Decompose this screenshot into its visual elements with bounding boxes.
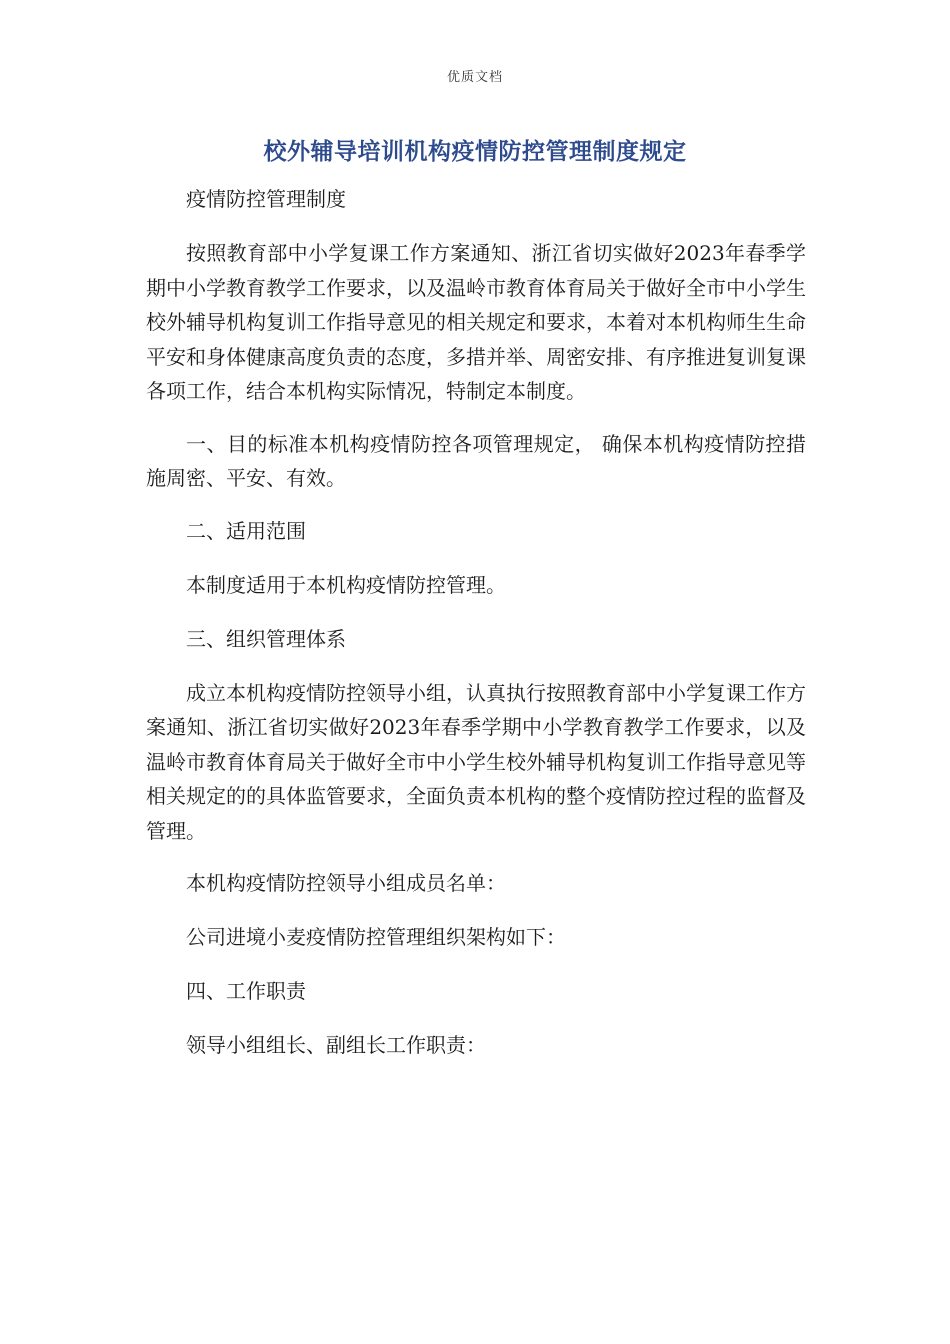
- paragraph-intro: 按照教育部中小学复课工作方案通知、浙江省切实做好2023年春季学期中小学教育教学工作要求，以及温岭市教育体育局关于做好全市中小学生校外辅导机构复训工作指导意见的相关规定和要求，本着对本机构师生生命平安和身体健康高度负责的态度，多措并举、周密安排、有序推进复训复课各项工作，结合本机构实际情况，特制定本制度。: [146, 241, 806, 403]
- paragraph-purpose: 一、目的标准本机构疫情防控各项管理规定， 确保本机构疫情防控措施周密、平安、有效。: [146, 431, 806, 490]
- document-body: [146, 182, 806, 1082]
- document-title: 校外辅导培训机构疫情防控管理制度规定: [263, 139, 687, 165]
- paragraph-subtitle: 疫情防控管理制度: [186, 187, 346, 211]
- paragraph-scope: 本制度适用于本机构疫情防控管理。: [186, 572, 506, 597]
- header-note: 优质文档: [446, 70, 503, 85]
- section-heading-organization: 三、组织管理体系: [186, 626, 346, 651]
- paragraph-org-structure: 公司进境小麦疫情防控管理组织架构如下：: [186, 925, 566, 949]
- section-heading-scope: 二、适用范围: [186, 518, 306, 543]
- paragraph-leader-duties: 领导小组组长、副组长工作职责：: [186, 1033, 486, 1057]
- section-heading-duties: 四、工作职责: [186, 979, 306, 1003]
- paragraph-organization: 成立本机构疫情防控领导小组，认真执行按照教育部中小学复课工作方案通知、浙江省切实做好2023年春季学期中小学教育教学工作要求，以及温岭市教育体育局关于做好全市中小学生校外辅导机构复训工作指导意见等相关规定的的具体监管要求，全面负责本机构的整个疫情防控过程的监督及管理。: [146, 680, 806, 843]
- paragraph-member-list: 本机构疫情防控领导小组成员名单：: [186, 871, 506, 895]
